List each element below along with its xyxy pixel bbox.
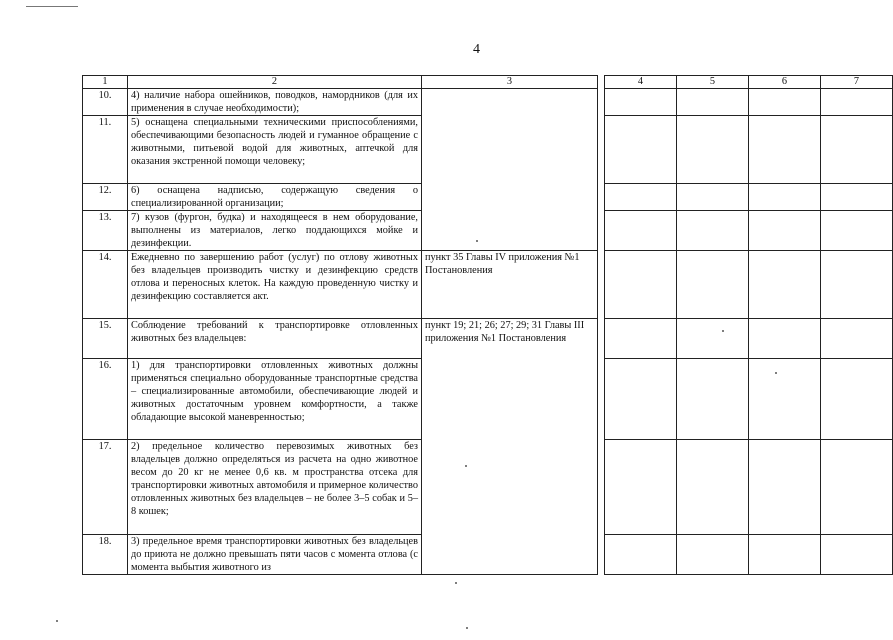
column-header: 7: [821, 76, 893, 89]
row-requirement: Соблюдение требований к транспортировке отловленных животных без владельцев:: [128, 319, 422, 359]
scan-speck: [465, 465, 467, 467]
row-number: 11.: [83, 116, 128, 184]
row-number: 16.: [83, 359, 128, 440]
table-row: [83, 319, 893, 359]
column-header: 4: [605, 76, 677, 89]
row-requirement: 1) для транспортировки отловленных животных должны применяться специально оборудованные транспортные средства – специализированные автомобили, обеспечивающие людей и животных достаточным уровнем комфортности, а также обладающие высокой маневренностью;: [128, 359, 422, 440]
scan-speck: [56, 620, 58, 622]
column-header: 2: [128, 76, 422, 89]
row-reference: пункт 19; 21; 26; 27; 29; 31 Главы III приложения №1 Постановления: [422, 319, 598, 575]
table-row: [83, 251, 893, 319]
row-requirement: 5) оснащена специальными техническими приспособлениями, обеспечивающими безопасность людей и гуманное обращение с животными, питьевой водой для животных, аптечкой для оказания экстренной помощи человеку;: [128, 116, 422, 184]
table-row: [83, 89, 893, 116]
table-header-row: [83, 76, 893, 89]
row-number: 12.: [83, 184, 128, 211]
row-number: 10.: [83, 89, 128, 116]
column-header: 5: [677, 76, 749, 89]
row-requirement: 2) предельное количество перевозимых животных без владельцев должно определяться из расчета на одно животное весом до 20 кг не менее 0,6 кв. м пространства отсека для транспортировки животных автомобиля и примерное количество отловленных животных без владельцев – не более 3–5 собак и 5–8 кошек;: [128, 440, 422, 535]
row-reference: [422, 89, 598, 251]
scan-speck: [722, 330, 724, 332]
header-rule: [26, 6, 78, 7]
column-header: 6: [749, 76, 821, 89]
column-header: 1: [83, 76, 128, 89]
requirements-table: [82, 75, 893, 575]
scan-speck: [476, 240, 478, 242]
row-requirement: Ежедневно по завершению работ (услуг) по отлову животных без владельцев производить чистку и дезинфекцию средств отлова и переносных клеток. На каждую проведенную чистку и дезинфекцию составляется акт.: [128, 251, 422, 319]
row-number: 17.: [83, 440, 128, 535]
row-number: 18.: [83, 535, 128, 575]
row-number: 13.: [83, 211, 128, 251]
column-header: 3: [422, 76, 598, 89]
row-requirement: 7) кузов (фургон, будка) и находящееся в нем оборудование, выполнены из материалов, легко поддающихся мойке и дезинфекции.: [128, 211, 422, 251]
page-number: 4: [473, 42, 480, 57]
row-requirement: 4) наличие набора ошейников, поводков, намордников (для их применения в случае необходимости);: [128, 89, 422, 116]
row-number: 14.: [83, 251, 128, 319]
scan-speck: [466, 627, 468, 629]
scan-speck: [775, 372, 777, 374]
row-requirement: 3) предельное время транспортировки животных без владельцев до приюта не должно превышать пяти часов с момента отлова (с момента выбытия животного из: [128, 535, 422, 575]
row-reference: пункт 35 Главы IV приложения №1 Постановления: [422, 251, 598, 319]
row-number: 15.: [83, 319, 128, 359]
row-requirement: 6) оснащена надписью, содержащую сведения о специализированной организации;: [128, 184, 422, 211]
scan-speck: [455, 582, 457, 584]
